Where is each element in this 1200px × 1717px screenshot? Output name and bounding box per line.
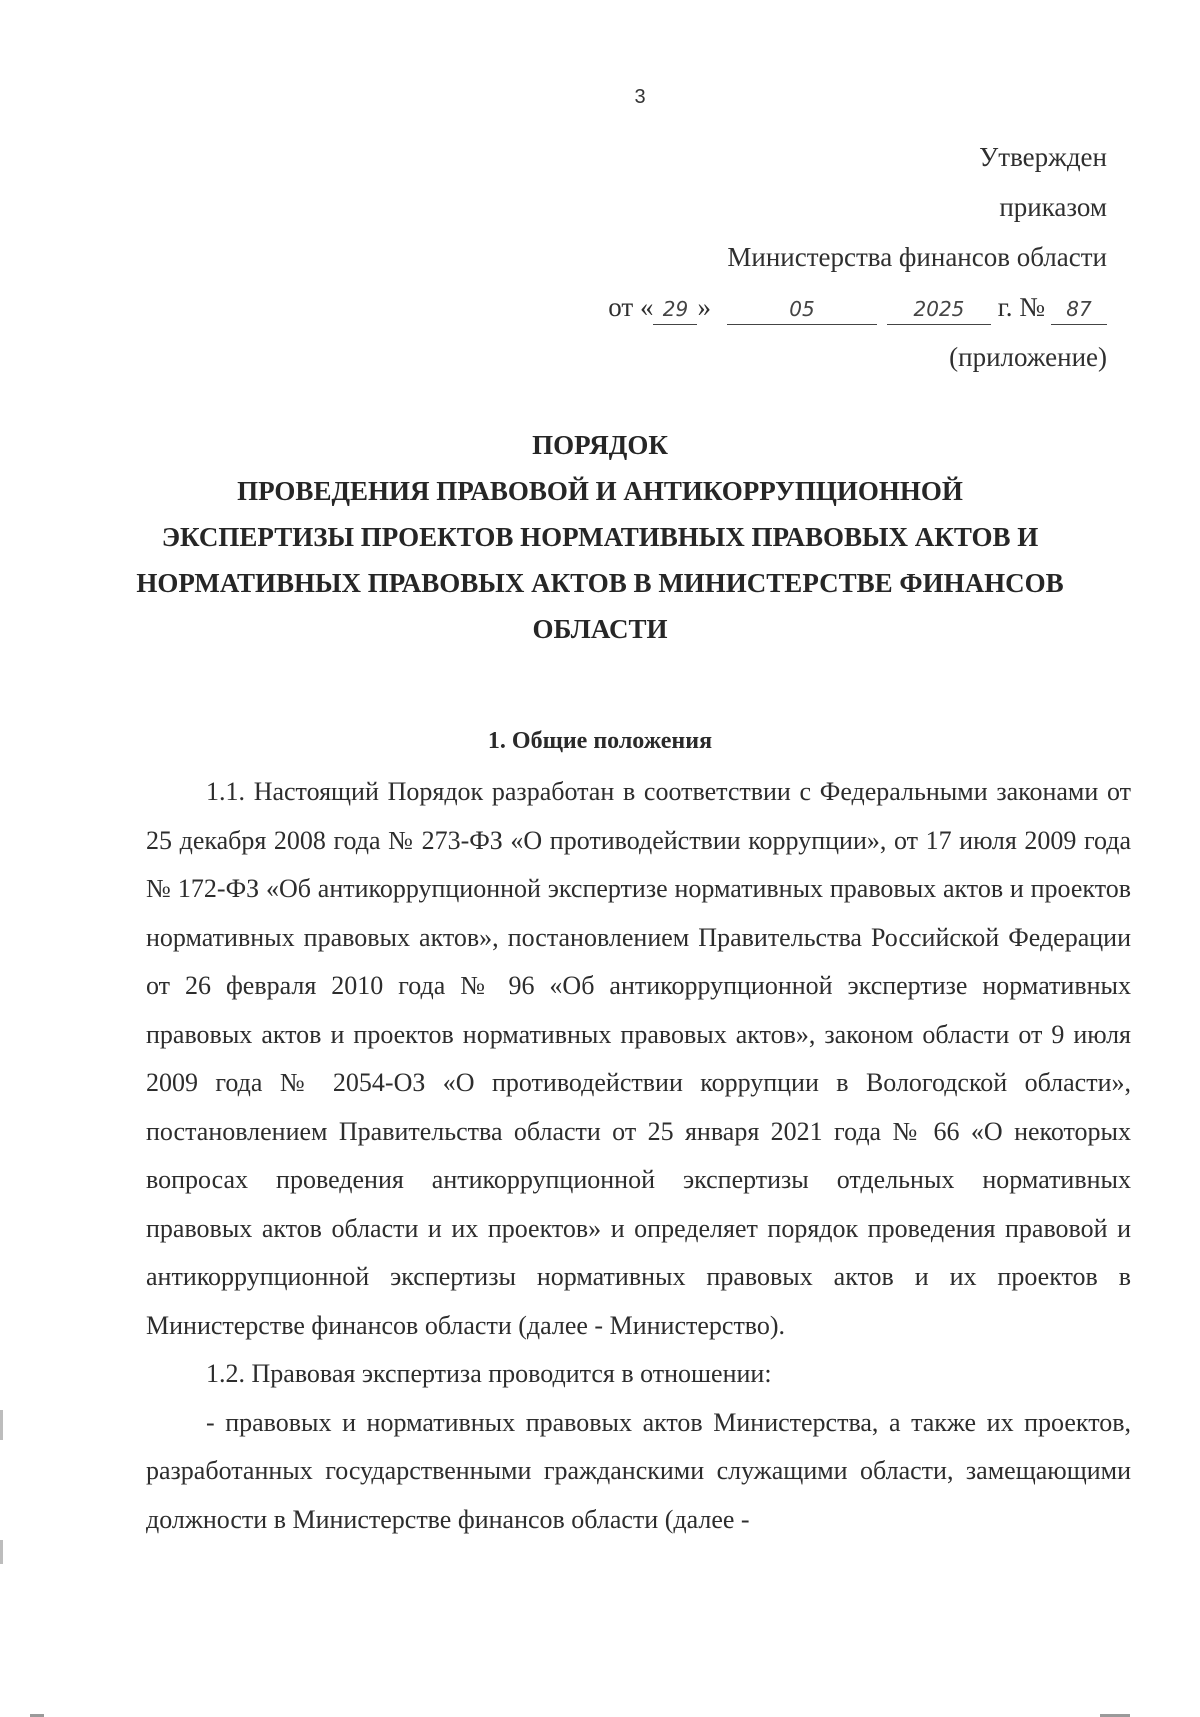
approval-order-word: приказом xyxy=(999,192,1107,222)
approval-stamp-block xyxy=(608,132,1107,382)
order-number-prefix: г. № xyxy=(997,292,1045,322)
date-day-close: » xyxy=(697,292,711,322)
paragraph-1-1: 1.1. Настоящий Порядок разработан в соответствии с Федеральными законами от 25 декабря 2008 года № 273-ФЗ «О противодействии коррупции», от 17 июля 2009 года № 172-ФЗ «Об антикоррупционной экспертизе нормативных правовых актов и проектов нормативных правовых актов», постановлением Правительства Российской Федерации от 26 февраля 2010 года № 96 «Об антикоррупционной экспертизе нормативных правовых актов и проектов нормативных правовых актов», законом области от 9 июля 2009 года № 2054-ОЗ «О противодействии коррупции в Вологодской области», постановлением Правительства области от 25 января 2021 года № 66 «О некоторых вопросах проведения антикоррупционной экспертизы отдельных нормативных правовых актов области и их проектов» и определяет порядок проведения правовой и антикоррупционной экспертизы нормативных правовых актов и их проектов в Министерстве финансов области (далее - Министерство). xyxy=(146,777,1131,1340)
date-prefix: от « xyxy=(608,292,654,322)
approval-appendix-label: (приложение) xyxy=(949,342,1107,372)
approval-ministry: Министерства финансов области xyxy=(727,242,1107,272)
handwritten-year: 2025 xyxy=(887,294,991,325)
paragraph-1-2-item: - правовых и нормативных правовых актов Министерства, а также их проектов, разработанных государственными гражданскими служащими области, замещающими должности в Министерстве финансов области (далее - xyxy=(146,1407,1131,1534)
paragraph-1-2: 1.2. Правовая экспертиза проводится в отношении: xyxy=(206,1359,772,1388)
title-line-3: ЭКСПЕРТИЗЫ ПРОЕКТОВ НОРМАТИВНЫХ ПРАВОВЫХ АКТОВ И xyxy=(161,522,1039,552)
handwritten-month: 05 xyxy=(727,294,877,325)
title-line-5: ОБЛАСТИ xyxy=(532,614,668,644)
approval-date-line xyxy=(608,282,1107,332)
handwritten-day: 29 xyxy=(653,294,697,325)
scan-artifact xyxy=(0,1410,3,1440)
title-line-4: НОРМАТИВНЫХ ПРАВОВЫХ АКТОВ В МИНИСТЕРСТВЕ ФИНАНСОВ xyxy=(136,568,1064,598)
section-body xyxy=(146,768,1131,1544)
title-line-2: ПРОВЕДЕНИЯ ПРАВОВОЙ И АНТИКОРРУПЦИОННОЙ xyxy=(237,476,963,506)
document-title xyxy=(0,422,1200,652)
handwritten-order-number: 87 xyxy=(1051,294,1107,325)
approval-title: Утвержден xyxy=(979,142,1107,172)
section-heading: 1. Общие положения xyxy=(487,728,713,754)
page-number: 3 xyxy=(634,86,646,108)
title-line-1: ПОРЯДОК xyxy=(532,430,668,460)
scan-artifact xyxy=(0,1540,3,1564)
